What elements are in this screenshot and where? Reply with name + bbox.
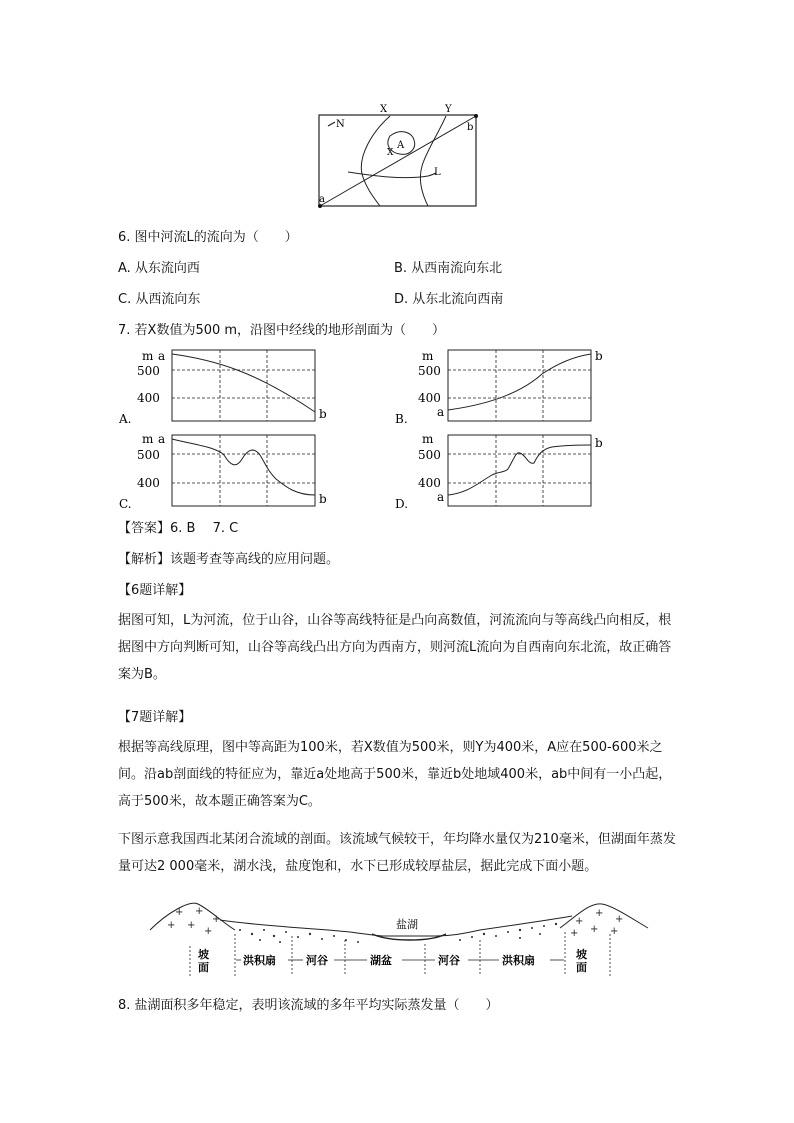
north-label: N [336,119,345,130]
graph-unit: m [142,349,154,363]
graph-end-label: b [595,436,603,450]
q8-intro: 下图示意我国西北某闭合流域的剖面。该流域气候较干，年均降水量仅为210毫米，但湖面年蒸发量可达2 000毫米，湖水浅，盐度饱和，水下已形成较厚盐层，据此完成下面小题。 [118,832,676,874]
svg-text:+: + [167,920,176,931]
river-label-l: L [434,167,441,178]
zone-label-valley-left: 河谷 [306,954,328,967]
zone-label-slope-left: 坡面 [198,948,209,974]
graph-tick-400: 400 [418,476,441,490]
graph-option-label: B. [395,412,408,426]
profile-graph-d[interactable] [392,429,612,513]
q6-option-a[interactable]: A. 从东流向西 [118,261,200,276]
contour-label-x-top: X [380,104,388,115]
zone-label-fan-left: 洪积扇 [243,954,276,967]
graph-tick-400: 400 [137,476,160,490]
graph-start-label: a [158,432,166,446]
analysis-text: 该题考查等高线的应用问题。 [170,552,340,567]
graph-tick-500: 500 [418,448,441,462]
svg-text:+: + [615,914,624,925]
analysis-label: 【解析】 [118,552,171,567]
graph-tick-400: 400 [418,391,441,405]
q6-stem: 6. 图中河流L的流向为（ ） [118,230,298,245]
svg-text:+: + [204,926,213,937]
graph-tick-500: 500 [418,364,441,378]
basin-profile-diagram [140,890,660,980]
peak-label-a: A [397,140,405,151]
svg-text:+: + [575,916,584,927]
svg-text:+: + [187,920,196,931]
graph-unit: m [422,432,434,446]
svg-text:+: + [570,928,579,939]
analysis-line [118,551,339,569]
answer-line [118,520,238,538]
answer-text: 6. B 7. C [170,521,239,536]
detail6-heading: 【6题详解】 [118,583,192,598]
q6-option-b[interactable]: B. 从西南流向东北 [394,261,503,276]
q7-stem: 7. 若X数值为500 m，沿图中经线的地形剖面为（ ） [118,323,446,338]
svg-text:+: + [610,926,619,937]
profile-graph-c[interactable] [116,429,336,513]
profile-curve [448,445,591,495]
graph-start-label: a [158,349,166,363]
graph-end-label: b [319,492,327,506]
svg-text:+: + [175,907,184,918]
river-l [348,172,436,178]
contour-line-x [361,116,390,206]
graph-tick-400: 400 [137,391,160,405]
q6-option-c[interactable]: C. 从西流向东 [118,292,201,307]
graph-unit: m [422,349,434,363]
profile-curve [172,439,315,495]
graph-tick-500: 500 [137,448,160,462]
lake-label: 盐湖 [396,918,418,931]
zone-label-slope-right: 坡面 [576,948,587,974]
q6-option-d[interactable]: D. 从东北流向西南 [394,292,504,307]
contour-label-x-inner: X [387,148,394,158]
graph-unit: m [142,432,154,446]
endpoint-label-a: a [319,194,325,205]
graph-option-label: D. [395,497,409,511]
graph-option-label: C. [119,497,132,511]
zone-label-valley-right: 河谷 [438,954,460,967]
answer-label: 【答案】 [118,521,171,536]
contour-label-y-top: Y [445,104,452,115]
contour-line-y [420,116,446,206]
graph-start-label: a [437,405,445,419]
graph-end-label: b [319,407,327,421]
profile-graph-b[interactable] [392,344,612,428]
svg-text:+: + [212,914,221,925]
salt-lake [372,934,446,940]
detail7-text: 根据等高线原理，图中等高距为100米，若X数值为500米，则Y为400米，A应在500-600米之间。沿ab剖面线的特征应为，靠近a处地高于500米，靠近b处地域400米，ab中间有一小凸起，高于500米，故本题正确答案为C。 [118,740,672,809]
contour-map [314,100,484,212]
profile-curve [448,354,591,410]
graph-start-label: a [437,490,445,504]
detail6-text: 据图可知，L为河流，位于山谷，山谷等高线特征是凸向高数值，河流流向与等高线凸向相反，根据图中方向判断可知，山谷等高线凸出方向为西南方，则河流L流向为自西南向东北流，故正确答案为B。 [118,613,672,682]
zone-label-basin: 湖盆 [370,954,392,967]
q8-stem: 8. 盐湖面积多年稳定，表明该流域的多年平均实际蒸发量（ ） [118,998,499,1013]
svg-text:+: + [595,908,604,919]
graph-end-label: b [595,349,603,363]
right-mountain [560,904,648,928]
profile-graph-a[interactable] [116,344,336,428]
svg-text:+: + [195,906,204,917]
north-arrow-icon [328,122,335,126]
profile-curve [172,354,315,412]
endpoint-label-b: b [467,122,474,133]
graph-option-label: A. [119,412,132,426]
svg-text:+: + [590,924,599,935]
zone-label-fan-right: 洪积扇 [502,954,535,967]
detail7-heading: 【7题详解】 [118,710,192,725]
graph-tick-500: 500 [137,364,160,378]
